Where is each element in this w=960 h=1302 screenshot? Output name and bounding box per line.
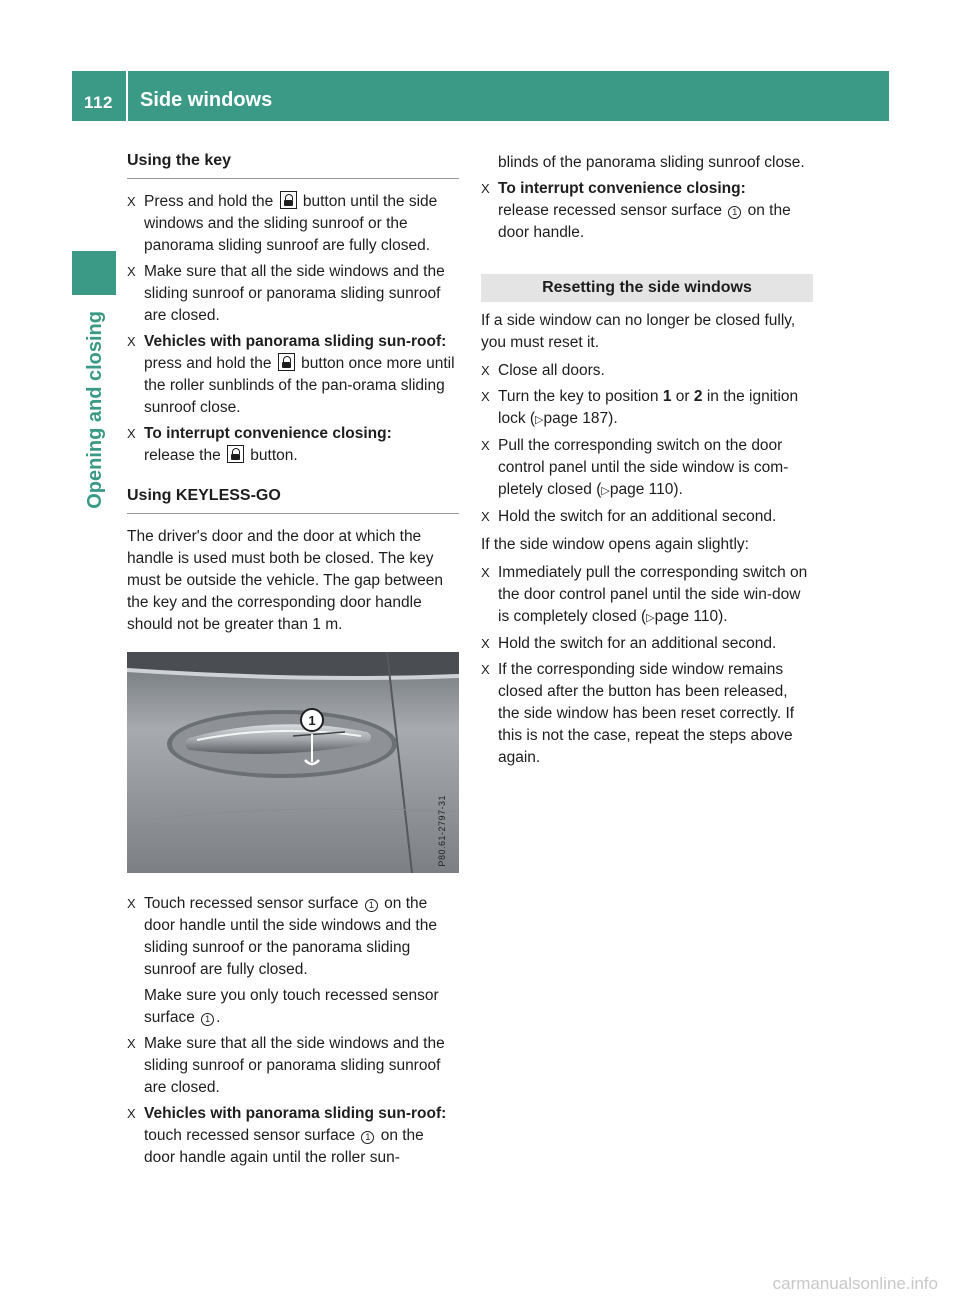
right-column [481, 152, 813, 773]
heading-using-keyless-go: Using KEYLESS-GO [127, 485, 459, 514]
page-reference-link[interactable]: page 110 [654, 608, 719, 625]
step-arrow-icon: X [481, 509, 490, 524]
list-item: X Immediately pull the corresponding switch on the door control panel until the side win-dow is completely closed (▷page 110). [481, 564, 808, 625]
step-arrow-icon: X [481, 438, 490, 453]
step-arrow-icon: X [481, 389, 490, 404]
page-reference-icon: ▷ [646, 612, 655, 624]
step-arrow-icon: X [127, 1036, 136, 1051]
list-item: X To interrupt convenience closing: release recessed sensor surface 1 on the door handle. [481, 180, 791, 241]
lock-button-icon [280, 191, 297, 209]
heading-resetting-side-windows: Resetting the side windows [481, 274, 813, 302]
sensor-callout-icon: 1 [365, 899, 378, 912]
left-column [127, 150, 459, 1173]
step-arrow-icon: X [481, 181, 490, 196]
door-handle-photo [127, 652, 459, 873]
sensor-callout-icon: 1 [728, 206, 741, 219]
list-item: X Hold the switch for an additional second. [481, 633, 813, 655]
list-item: X Touch recessed sensor surface 1 on the door handle until the side windows and the sliding sunroof or the panorama sliding sunroof are fully closed. [127, 895, 437, 978]
list-item: X Press and hold the button until the side windows and the sliding sunroof or the panorama sliding sunroof are fully closed. [127, 193, 438, 254]
lock-button-icon [227, 445, 244, 463]
step-arrow-icon: X [127, 264, 136, 279]
note-text: Make sure you only touch recessed sensor surface 1 . [144, 987, 439, 1026]
sensor-callout-icon: 1 [201, 1013, 214, 1026]
page-reference-link[interactable]: page 110 [609, 481, 674, 498]
list-item: X To interrupt convenience closing: release the button. [127, 425, 392, 464]
image-code: P80.61-2797-31 [437, 795, 447, 867]
lock-button-icon [278, 353, 295, 371]
list-item: X Close all doors. [481, 360, 813, 382]
step-arrow-icon: X [481, 662, 490, 677]
page-reference-icon: ▷ [601, 485, 610, 497]
step-arrow-icon: X [127, 194, 136, 209]
step-arrow-icon: X [481, 565, 490, 580]
header-divider [126, 71, 128, 121]
sensor-callout-icon: 1 [361, 1131, 374, 1144]
step-arrow-icon: X [127, 1106, 136, 1121]
list-item: X Vehicles with panorama sliding sun-roof: press and hold the button once more until the roller sunblinds of the pan-orama sliding sunroof close. [127, 333, 455, 416]
watermark: carmanualsonline.info [772, 1274, 938, 1293]
list-item: X Vehicles with panorama sliding sun-roof: touch recessed sensor surface 1 on the door handle again until the roller sun- [127, 1105, 447, 1166]
page-reference-icon: ▷ [535, 414, 544, 426]
list-item: X Make sure that all the side windows and the sliding sunroof or panorama sliding sunroof are closed. [127, 1035, 445, 1096]
list-item: X Turn the key to position 1 or 2 in the ignition lock (▷page 187). [481, 388, 799, 427]
keyless-intro: The driver's door and the door at which the handle is used must both be closed. The key must be outside the vehicle. The gap between the key and the corresponding door handle should not be greater than 1 m. [127, 528, 443, 633]
page-reference-link[interactable]: page 187 [543, 410, 609, 427]
reset-intro: If a side window can no longer be closed fully, you must reset it. [481, 312, 796, 351]
reopen-intro: If the side window opens again slightly: [481, 536, 749, 553]
chapter-tab-marker [72, 251, 116, 295]
page-number: 112 [84, 93, 113, 112]
callout-number: 1 [308, 713, 316, 728]
list-item: X Hold the switch for an additional second. [481, 506, 813, 528]
step-arrow-icon: X [127, 334, 136, 349]
list-item: X Make sure that all the side windows and the sliding sunroof or panorama sliding sunroof are closed. [127, 263, 445, 324]
page-title: Side windows [140, 89, 273, 111]
step-arrow-icon: X [481, 363, 490, 378]
list-item: X Pull the corresponding switch on the door control panel until the side window is com-pletely closed (▷page 110). [481, 437, 789, 498]
step-arrow-icon: X [127, 426, 136, 441]
heading-using-the-key: Using the key [127, 150, 459, 179]
continuation-text: blinds of the panorama sliding sunroof close. [498, 154, 805, 171]
step-arrow-icon: X [481, 636, 490, 651]
list-item: X If the corresponding side window remains closed after the button has been released, the side window has been reset correctly. If this is not the case, repeat the steps above again. [481, 661, 795, 766]
step-arrow-icon: X [127, 896, 136, 911]
